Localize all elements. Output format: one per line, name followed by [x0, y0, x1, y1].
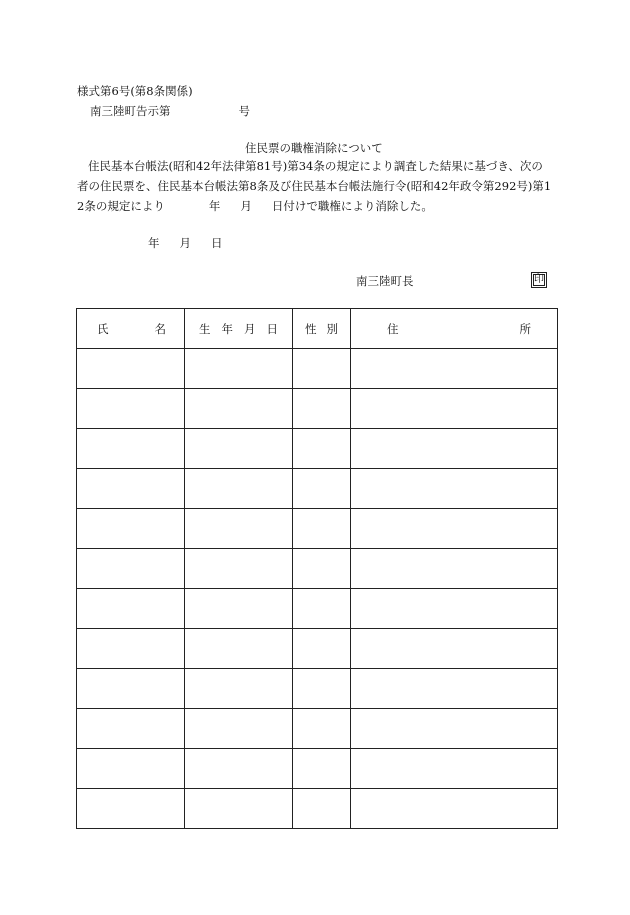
- cell-birthdate: [185, 629, 293, 669]
- cell-address: [351, 549, 558, 589]
- header-birthdate: [185, 309, 293, 349]
- cell-sex: [293, 549, 351, 589]
- cell-name: [77, 709, 185, 749]
- cell-address: [351, 789, 558, 829]
- cell-address: [351, 589, 558, 629]
- cell-name: [77, 789, 185, 829]
- cell-birthdate: [185, 549, 293, 589]
- notice-prefix: 南三陸町告示第: [90, 104, 171, 118]
- body-line-1: 住民基本台帳法(昭和42年法律第81号)第34条の規定により調査した結果に基づき、次の: [88, 159, 543, 173]
- cell-sex: [293, 749, 351, 789]
- body-line-3-end: 日付けで職権により消除した。: [271, 199, 433, 213]
- body-line-3: [77, 199, 433, 213]
- cell-name: [77, 749, 185, 789]
- cell-sex: [293, 509, 351, 549]
- table-row: [77, 509, 558, 549]
- table-row: [77, 469, 558, 509]
- seal-mark: [531, 272, 547, 288]
- cell-sex: [293, 429, 351, 469]
- cell-birthdate: [185, 469, 293, 509]
- header-birth-char: 年: [221, 321, 233, 336]
- table-body: [77, 349, 558, 829]
- table-row: [77, 749, 558, 789]
- cell-address: [351, 669, 558, 709]
- cell-address: [351, 349, 558, 389]
- cell-name: [77, 629, 185, 669]
- table-row: [77, 669, 558, 709]
- header-birth-char: 日: [266, 321, 278, 336]
- cell-address: [351, 389, 558, 429]
- table-row: [77, 589, 558, 629]
- cell-name: [77, 389, 185, 429]
- cell-sex: [293, 669, 351, 709]
- table-row: [77, 629, 558, 669]
- cell-name: [77, 589, 185, 629]
- cell-name: [77, 349, 185, 389]
- date-day-label: 日: [211, 236, 223, 250]
- body-month-label: 月: [240, 199, 252, 213]
- table-row: [77, 789, 558, 829]
- date-month-label: 月: [179, 236, 191, 250]
- cell-sex: [293, 629, 351, 669]
- table-row: [77, 389, 558, 429]
- cell-name: [77, 509, 185, 549]
- cell-birthdate: [185, 709, 293, 749]
- body-year-label: 年: [208, 199, 221, 213]
- cell-address: [351, 469, 558, 509]
- cell-address: [351, 629, 558, 669]
- header-name-char: 氏: [97, 321, 109, 336]
- cell-birthdate: [185, 429, 293, 469]
- notice-number: [90, 104, 250, 118]
- cell-name: [77, 469, 185, 509]
- cell-birthdate: [185, 749, 293, 789]
- residents-table: [76, 308, 558, 829]
- table-row: [77, 349, 558, 389]
- cell-address: [351, 429, 558, 469]
- cell-name: [77, 429, 185, 469]
- date-line: [148, 236, 223, 250]
- cell-sex: [293, 789, 351, 829]
- cell-address: [351, 709, 558, 749]
- cell-address: [351, 749, 558, 789]
- cell-sex: [293, 589, 351, 629]
- table-header-row: [77, 309, 558, 349]
- cell-birthdate: [185, 669, 293, 709]
- header-sex-char: 別: [326, 321, 338, 336]
- header-birth-char: 月: [244, 321, 256, 336]
- cell-sex: [293, 469, 351, 509]
- cell-name: [77, 669, 185, 709]
- cell-birthdate: [185, 789, 293, 829]
- header-name: [77, 309, 185, 349]
- header-sex-char: 性: [305, 321, 317, 336]
- form-number: 様式第6号(第8条関係): [77, 84, 193, 98]
- cell-sex: [293, 709, 351, 749]
- cell-sex: [293, 349, 351, 389]
- date-year-label: 年: [148, 236, 160, 250]
- cell-sex: [293, 389, 351, 429]
- notice-title: 住民票の職権消除について: [245, 141, 383, 155]
- seal-char: 印: [534, 274, 544, 285]
- notice-suffix: 号: [238, 104, 250, 118]
- body-line-3-start: 2条の規定により: [77, 199, 165, 213]
- header-address-char: 住: [387, 321, 399, 336]
- cell-name: [77, 549, 185, 589]
- body-line-2: 者の住民票を、住民基本台帳法第8条及び住民基本台帳法施行令(昭和42年政令第292号)第1: [77, 179, 552, 193]
- table-row: [77, 709, 558, 749]
- cell-birthdate: [185, 589, 293, 629]
- header-sex: [293, 309, 351, 349]
- table-row: [77, 429, 558, 469]
- header-name-char: 名: [154, 321, 166, 336]
- cell-address: [351, 509, 558, 549]
- table-row: [77, 549, 558, 589]
- header-address: [351, 309, 558, 349]
- header-address-char: 所: [519, 321, 531, 336]
- cell-birthdate: [185, 349, 293, 389]
- mayor-title: 南三陸町長: [356, 274, 414, 288]
- cell-birthdate: [185, 389, 293, 429]
- header-birth-char: 生: [199, 321, 211, 336]
- cell-birthdate: [185, 509, 293, 549]
